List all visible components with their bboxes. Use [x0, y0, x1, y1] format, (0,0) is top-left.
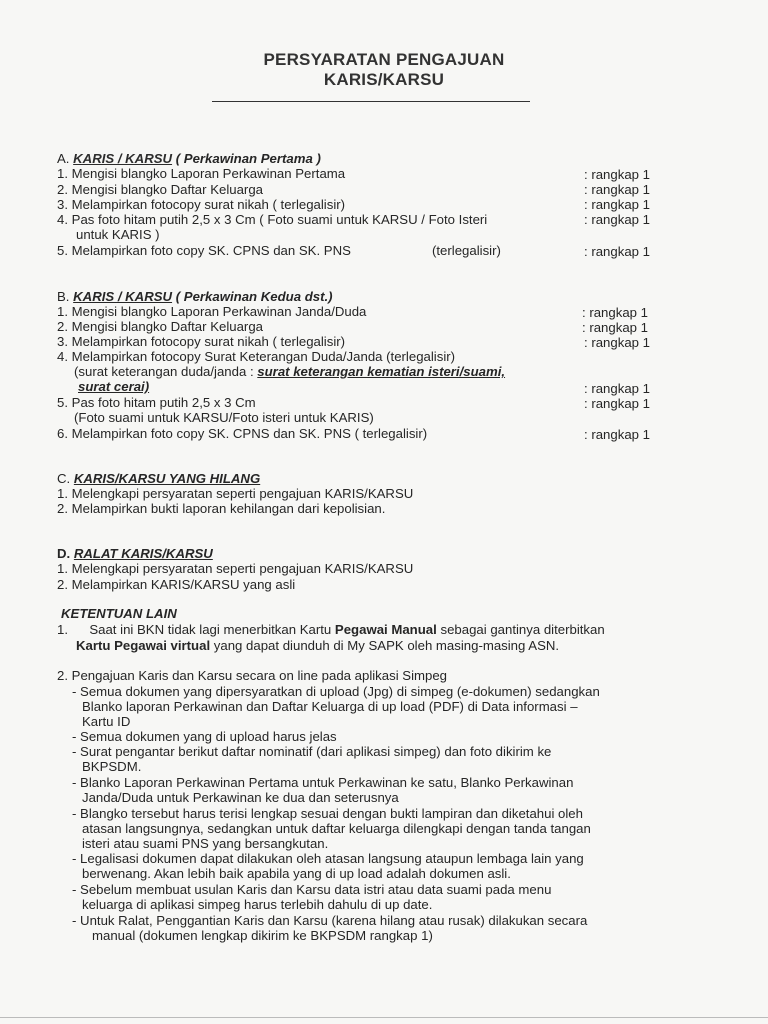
section-b-item: 6. Melampirkan foto copy SK. CPNS dan SK. PNS ( terlegalisir): [57, 426, 428, 441]
ketentuan-bullet-cont: Janda/Duda untuk Perkawinan ke dua dan seterusnya: [82, 790, 399, 805]
section-b-title: KARIS / KARSU: [73, 289, 173, 304]
section-b-item: 3. Melampirkan fotocopy surat nikah ( terlegalisir): [57, 334, 346, 349]
ketentuan-bullet-cont: Blanko laporan Perkawinan dan Daftar Keluarga di up load (PDF) di Data informasi –: [82, 699, 578, 714]
section-c-title: KARIS/KARSU YANG HILANG: [73, 471, 261, 486]
ketentuan-bullet-cont: manual (dokumen lengkap dikirim ke BKPSDM rangkap 1): [92, 928, 433, 943]
section-a-heading: [57, 151, 321, 167]
section-a-item-note: (terlegalisir): [432, 243, 501, 258]
ketentuan-p1-bold: Kartu Pegawai virtual: [76, 638, 211, 653]
section-a-prefix: A.: [57, 151, 70, 166]
section-b-qty: : rangkap 1: [582, 305, 648, 320]
ketentuan-bullet-cont: atasan langsungnya, sedangkan untuk daftar keluarga dilengkapi dengan tanda tangan: [82, 821, 591, 836]
ketentuan-p1-num: 1.: [57, 622, 68, 637]
section-c-heading: [57, 471, 260, 487]
section-b-qty: : rangkap 1: [584, 427, 650, 442]
section-a-qty: : rangkap 1: [584, 182, 650, 197]
ketentuan-p1-text: yang dapat diunduh di My SAPK oleh masing-masing ASN.: [213, 638, 560, 653]
section-b-qty: : rangkap 1: [584, 381, 650, 396]
ketentuan-p1-text: Saat ini BKN tidak lagi menerbitkan Kartu: [89, 622, 332, 637]
section-c-item: 2. Melampirkan bukti laporan kehilangan dari kepolisian.: [57, 501, 386, 516]
section-a-item: 2. Mengisi blangko Daftar Keluarga: [57, 182, 263, 197]
section-b-qty: : rangkap 1: [584, 396, 650, 411]
ketentuan-p1-line1: [57, 622, 605, 638]
section-b-item: 1. Mengisi blangko Laporan Perkawinan Janda/Duda: [57, 304, 367, 319]
ketentuan-bullet: - Blangko tersebut harus terisi lengkap sesuai dengan bukti lampiran dan diketahui oleh: [72, 806, 583, 821]
title-divider: [212, 101, 530, 102]
ketentuan-bullet: - Blanko Laporan Perkawinan Pertama untuk Perkawinan ke satu, Blanko Perkawinan: [72, 775, 574, 790]
section-a-qty: : rangkap 1: [584, 212, 650, 227]
ketentuan-bullet: - Legalisasi dokumen dapat dilakukan oleh atasan langsung ataupun lembaga lain yang: [72, 851, 584, 866]
ketentuan-p1-line2: [76, 638, 559, 654]
section-d-item: 1. Melengkapi persyaratan seperti pengajuan KARIS/KARSU: [57, 561, 414, 576]
ketentuan-heading: KETENTUAN LAIN: [61, 606, 177, 621]
section-a-item: 4. Pas foto hitam putih 2,5 x 3 Cm ( Foto suami untuk KARSU / Foto Isteri: [57, 212, 488, 227]
section-b-note: (surat keterangan duda/janda :: [74, 364, 254, 379]
ketentuan-p1-bold: Pegawai Manual: [334, 622, 437, 637]
ketentuan-bullet: - Semua dokumen yang dipersyaratkan di upload (Jpg) di simpeg (e-dokumen) sedangkan: [72, 684, 600, 699]
section-c-prefix: C.: [57, 471, 71, 486]
ketentuan-bullet: - Semua dokumen yang di upload harus jelas: [72, 729, 337, 744]
section-d-item: 2. Melampirkan KARIS/KARSU yang asli: [57, 577, 296, 592]
ketentuan-bullet-cont: berwenang. Akan lebih baik apabila yang di up load adalah dokumen asli.: [82, 866, 511, 881]
ketentuan-bullet-cont: keluarga di aplikasi simpeg harus terlebih dahulu di up date.: [82, 897, 433, 912]
ketentuan-bullet-cont: Kartu ID: [82, 714, 131, 729]
section-b-item: 2. Mengisi blangko Daftar Keluarga: [57, 319, 263, 334]
section-b-item: 4. Melampirkan fotocopy Surat Keterangan Duda/Janda (terlegalisir): [57, 349, 456, 364]
section-a-subtitle: ( Perkawinan Pertama ): [175, 151, 321, 166]
section-b-item: 5. Pas foto hitam putih 2,5 x 3 Cm: [57, 395, 256, 410]
ketentuan-bullet-cont: isteri atau suami PNS yang bersangkutan.: [82, 836, 329, 851]
section-b-prefix: B.: [57, 289, 70, 304]
section-b-qty: : rangkap 1: [584, 335, 650, 350]
section-a-item: 5. Melampirkan foto copy SK. CPNS dan SK. PNS: [57, 243, 351, 258]
section-c-item: 1. Melengkapi persyaratan seperti pengajuan KARIS/KARSU: [57, 486, 414, 501]
section-a-item: 1. Mengisi blangko Laporan Perkawinan Pertama: [57, 166, 346, 181]
section-a-qty: : rangkap 1: [584, 197, 650, 212]
section-a-item-cont: untuk KARIS ): [76, 227, 160, 242]
section-b-note-emphasis: surat cerai): [78, 379, 150, 394]
section-a-qty: : rangkap 1: [584, 244, 650, 259]
ketentuan-bullet: - Untuk Ralat, Penggantian Karis dan Karsu (karena hilang atau rusak) dilakukan secara: [72, 913, 588, 928]
page-title: PERSYARATAN PENGAJUAN: [263, 50, 505, 69]
ketentuan-bullet-cont: BKPSDM.: [82, 759, 142, 774]
ketentuan-p1-text: sebagai gantinya diterbitkan: [440, 622, 605, 637]
section-b-item-cont: (Foto suami untuk KARSU/Foto isteri untuk KARIS): [74, 410, 374, 425]
section-a-qty: : rangkap 1: [584, 167, 650, 182]
section-b-subtitle: ( Perkawinan Kedua dst.): [175, 289, 333, 304]
section-b-note-emphasis: surat keterangan kematian isteri/suami,: [257, 364, 506, 379]
section-d-heading: [57, 546, 213, 562]
section-d-prefix: D.: [57, 546, 71, 561]
page-bottom-edge: [0, 1017, 768, 1018]
section-a-title: KARIS / KARSU: [73, 151, 173, 166]
section-b-qty: : rangkap 1: [582, 320, 648, 335]
section-b-heading: [57, 289, 333, 305]
page-subtitle: KARIS/KARSU: [323, 70, 445, 89]
ketentuan-bullet: - Surat pengantar berikut daftar nominatif (dari aplikasi simpeg) dan foto dikirim ke: [72, 744, 552, 759]
section-d-title: RALAT KARIS/KARSU: [73, 546, 213, 561]
section-a-item: 3. Melampirkan fotocopy surat nikah ( terlegalisir): [57, 197, 346, 212]
section-b-item-cont: [74, 364, 505, 380]
ketentuan-p2: 2. Pengajuan Karis dan Karsu secara on line pada aplikasi Simpeg: [57, 668, 448, 683]
ketentuan-bullet: - Sebelum membuat usulan Karis dan Karsu data istri atau data suami pada menu: [72, 882, 552, 897]
